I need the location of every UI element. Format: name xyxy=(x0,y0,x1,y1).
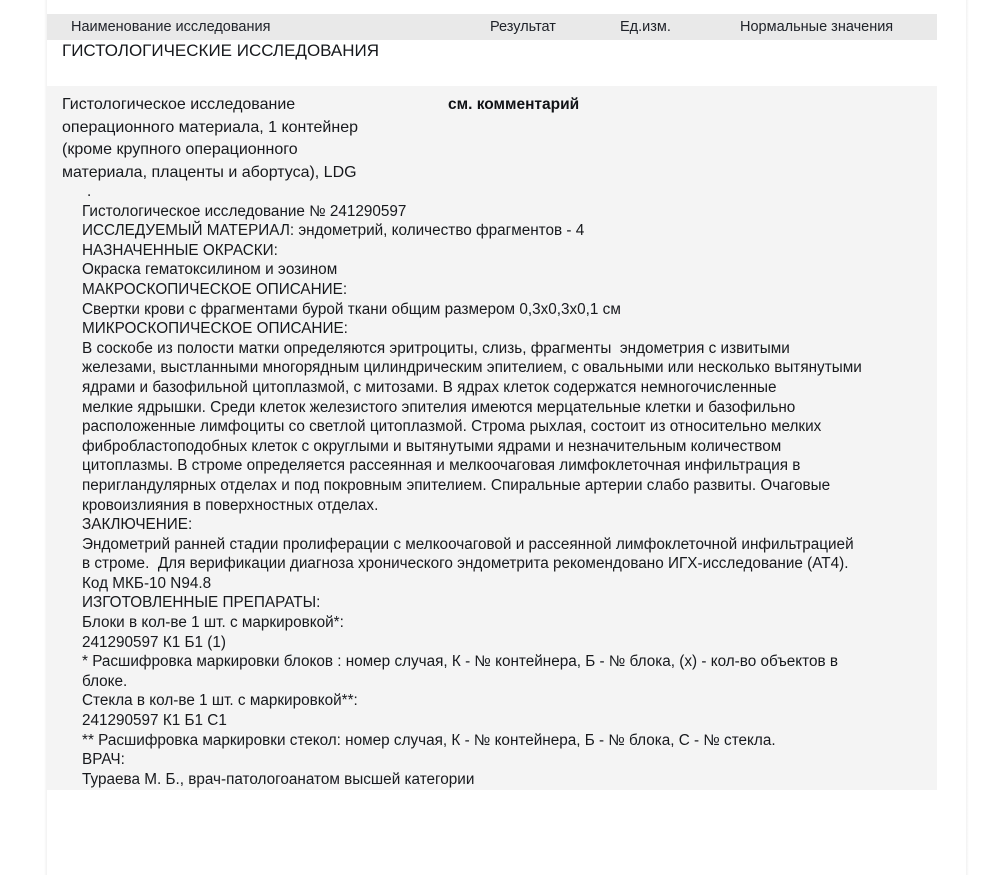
page-right-edge xyxy=(966,0,969,875)
report-line: блоке. xyxy=(82,672,128,690)
report-line: перигландулярных отделах и под покровным эпителием. Спиральные артерии слабо развиты. Очаговые xyxy=(82,476,831,494)
report-line: Свертки крови с фрагментами бурой ткани общим размером 0,3х0,3х0,1 см xyxy=(82,300,621,318)
study-name-block xyxy=(62,94,442,184)
column-header-normal: Нормальные значения xyxy=(740,19,894,35)
report-line: кровоизлияния в поверхностных отделах. xyxy=(82,496,379,514)
report-text-block xyxy=(82,182,927,789)
study-name-line: материала, плаценты и абортуса), LDG xyxy=(62,163,357,181)
report-line: * Расшифровка маркировки блоков : номер случая, К - № контейнера, Б - № блока, (х) - кол-во объектов в xyxy=(82,653,839,671)
study-name-line: операционного материала, 1 контейнер xyxy=(62,118,358,136)
report-line: ядрами и базофильной цитоплазмой, с митозами. В ядрах клеток содержатся немногочисленные xyxy=(82,378,777,396)
report-line: расположенные лимфоциты со светлой цитоплазмой. Строма рыхлая, состоит из относительно мелких xyxy=(82,418,822,436)
report-line: в строме. Для верификации диагноза хронического эндометрита рекомендовано ИГХ-исследование (АТ4). xyxy=(82,555,849,573)
report-line: ИССЛЕДУЕМЫЙ МАТЕРИАЛ: эндометрий, количество фрагментов - 4 xyxy=(82,222,585,240)
section-title: ГИСТОЛОГИЧЕСКИЕ ИССЛЕДОВАНИЯ xyxy=(62,41,380,60)
report-line: ВРАЧ: xyxy=(82,751,125,769)
column-header-result: Результат xyxy=(490,19,556,35)
column-header-name: Наименование исследования xyxy=(71,19,271,35)
report-line: Тураева М. Б., врач-патологоанатом высшей категории xyxy=(82,770,475,788)
report-line: цитоплазмы. В строме определяется рассеянная и мелкоочаговая лимфоклеточная инфильтрация в xyxy=(82,457,801,475)
report-line: Эндометрий ранней стадии пролиферации с мелкоочаговой и рассеянной лимфоклеточной инфильтрацией xyxy=(82,535,854,553)
report-line: В соскобе из полости матки определяются эритроциты, слизь, фрагменты эндометрия с извитыми xyxy=(82,339,790,357)
result-row-panel xyxy=(47,86,937,790)
report-line: Гистологическое исследование № 241290597 xyxy=(82,202,407,220)
report-line: МАКРОСКОПИЧЕСКОЕ ОПИСАНИЕ: xyxy=(82,280,348,298)
report-line: Окраска гематоксилином и эозином xyxy=(82,261,338,279)
results-table-header xyxy=(47,14,937,40)
study-name-line: (кроме крупного операционного xyxy=(62,141,298,158)
report-line: 241290597 К1 Б1 (1) xyxy=(82,633,226,651)
study-name-line: Гистологическое исследование xyxy=(62,96,296,113)
report-line: Стекла в кол-ве 1 шт. с маркировкой**: xyxy=(82,692,358,710)
report-line: МИКРОСКОПИЧЕСКОЕ ОПИСАНИЕ: xyxy=(82,320,348,338)
report-line: Код МКБ-10 N94.8 xyxy=(82,574,212,592)
report-line: 241290597 К1 Б1 С1 xyxy=(82,712,227,730)
report-line: железами, выстланными многорядным цилиндрическим эпителием, с овальными или несколько вытянутыми xyxy=(82,359,862,377)
report-line: . xyxy=(87,183,92,200)
report-line: НАЗНАЧЕННЫЕ ОКРАСКИ: xyxy=(82,241,278,259)
report-line: Блоки в кол-ве 1 шт. с маркировкой*: xyxy=(82,614,344,632)
report-line: мелкие ядрышки. Среди клеток железистого эпителия имеются мерцательные клетки и базофильно xyxy=(82,398,796,416)
result-value: см. комментарий xyxy=(448,96,580,113)
column-header-unit: Ед.изм. xyxy=(620,19,671,35)
report-line: ИЗГОТОВЛЕННЫЕ ПРЕПАРАТЫ: xyxy=(82,594,321,612)
report-line: ** Расшифровка маркировки стекол: номер случая, К - № контейнера, Б - № блока, С - № стекла. xyxy=(82,731,776,749)
report-line: фибробластоподобных клеток с округлыми и вытянутыми ядрами и незначительным количеством xyxy=(82,437,782,455)
report-line: ЗАКЛЮЧЕНИЕ: xyxy=(82,516,193,534)
